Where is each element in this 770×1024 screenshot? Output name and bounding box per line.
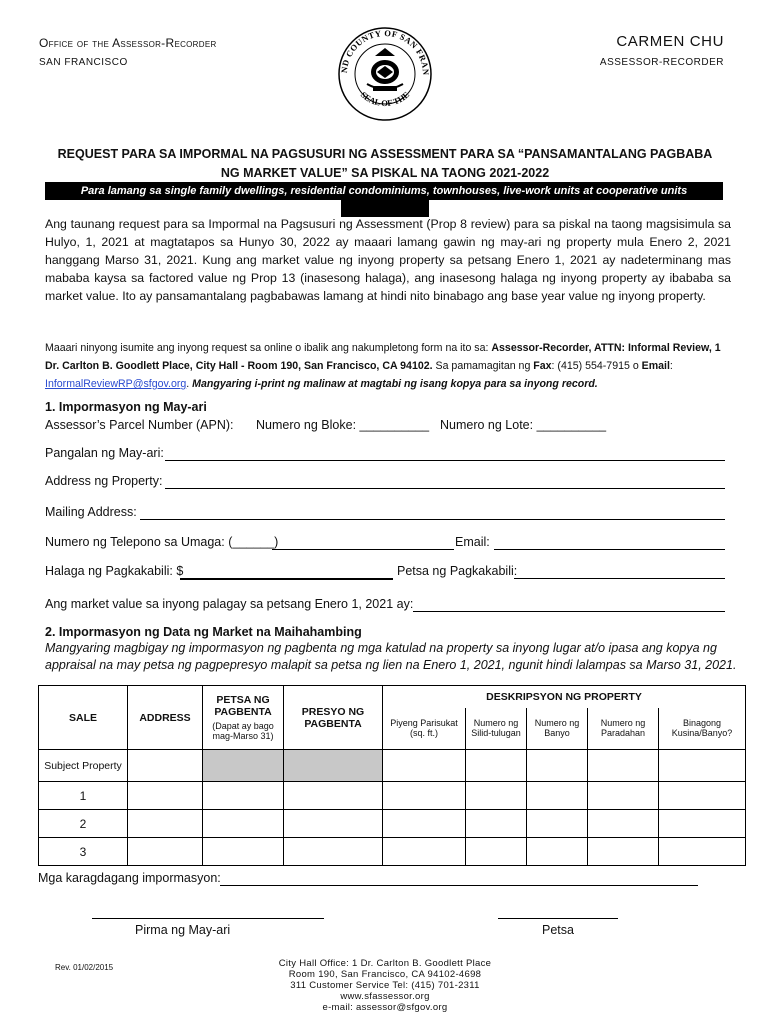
market-value-field[interactable]: [413, 611, 725, 612]
section2-instructions: Mangyaring magbigay ng impormasyon ng pagbenta ng mga katulad na property sa inyong lugar at/o ipasa ang kopya ng appraisal na may petsa ng pagpepresyo malapit sa petsa ng lien na Enero 1, 2021, ngunit hindi lalampas sa Marso 31, 2021.: [45, 641, 737, 672]
table-cell[interactable]: [383, 750, 466, 782]
footer-contact: [250, 958, 520, 1013]
table-cell[interactable]: [527, 750, 588, 782]
table-cell[interactable]: [527, 782, 588, 810]
market-value-label: Ang market value sa inyong palagay sa petsang Enero 1, 2021 ay:: [45, 597, 414, 611]
owner-signature-field[interactable]: [92, 918, 324, 919]
submit-text: .: [186, 378, 193, 390]
table-row: [39, 810, 746, 838]
table-cell[interactable]: [203, 838, 284, 866]
table-cell[interactable]: [128, 810, 203, 838]
table-cell[interactable]: [383, 782, 466, 810]
row-label: Subject Property: [39, 750, 128, 782]
owner-signature-label: Pirma ng May-ari: [135, 923, 231, 937]
col-sale-header: SALE: [39, 686, 128, 750]
email-label-field: Email:: [455, 535, 490, 549]
purchase-price-label: Halaga ng Pagkakabili: $: [45, 564, 184, 578]
signature-date-label: Petsa: [542, 923, 574, 937]
table-cell[interactable]: [284, 782, 383, 810]
submit-text: :: [669, 360, 673, 372]
office-name: Office of the Assessor-Recorder: [39, 36, 217, 50]
additional-info-label: Mga karagdagang impormasyon:: [38, 871, 221, 885]
print-note: Mangyaring i-print ng malinaw at magtabi ng isang kopya para sa inyong record.: [192, 378, 598, 390]
row-label: 3: [39, 838, 128, 866]
section2-heading: 2. Impormasyon ng Data ng Market na Maihahambing: [45, 625, 362, 639]
table-cell[interactable]: [659, 810, 746, 838]
mailing-address: Assessor-Recorder, ATTN: Informal Review, 1 Dr. Carlton B. Goodlett Place, City Hall - Room 190, San Francisco, CA 94102.: [45, 342, 721, 372]
svg-text:SEAL OF THE: SEAL OF THE: [358, 89, 412, 109]
table-row: [39, 838, 746, 866]
property-address-field[interactable]: [165, 488, 725, 489]
table-cell[interactable]: [588, 782, 659, 810]
col-address-header: ADDRESS: [128, 686, 203, 750]
col-bathrooms-header: Numero ng Banyo: [527, 708, 588, 750]
submit-text: Maaari ninyong isumite ang inyong request sa online o ibalik ang nakumpletong form na ito sa:: [45, 342, 492, 354]
table-cell[interactable]: [466, 750, 527, 782]
section1-heading: 1. Impormasyon ng May-ari: [45, 400, 207, 414]
svg-text:CITY AND COUNTY OF SAN FRANCIS: ND COUNTY OF SAN FRAN: [338, 27, 432, 76]
office-city: SAN FRANCISCO: [39, 57, 128, 68]
col-parking-header: Numero ng Paradahan: [588, 708, 659, 750]
col-area-header: Piyeng Parisukat (sq. ft.): [383, 708, 466, 750]
purchase-date-label: Petsa ng Pagkakabili:: [397, 564, 518, 578]
row-label: 1: [39, 782, 128, 810]
table-cell[interactable]: [466, 782, 527, 810]
table-cell[interactable]: [588, 750, 659, 782]
signature-date-field[interactable]: [498, 918, 618, 919]
table-cell-shaded: [203, 750, 284, 782]
table-cell[interactable]: [466, 810, 527, 838]
table-cell[interactable]: [128, 838, 203, 866]
table-cell-shaded: [284, 750, 383, 782]
table-row: [39, 750, 746, 782]
table-cell[interactable]: [527, 810, 588, 838]
table-cell[interactable]: [128, 750, 203, 782]
fax-label: Fax: [533, 360, 552, 372]
phone-field[interactable]: [272, 549, 454, 550]
submit-text: Sa pamamagitan ng: [432, 360, 534, 372]
row-label: 2: [39, 810, 128, 838]
table-cell[interactable]: [284, 838, 383, 866]
col-description-header: DESKRIPSYON NG PROPERTY: [383, 686, 746, 708]
col-bedrooms-header: Numero ng Silid-tulugan: [466, 708, 527, 750]
block-number-field[interactable]: Numero ng Bloke: __________: [256, 418, 430, 432]
email-link[interactable]: InformalReviewRP@sfgov.org: [45, 378, 187, 390]
table-cell[interactable]: [588, 810, 659, 838]
submission-instructions: [45, 339, 737, 393]
table-row: [39, 782, 746, 810]
table-cell[interactable]: [128, 782, 203, 810]
additional-info-field[interactable]: [220, 885, 698, 886]
footer-line: 311 Customer Service Tel: (415) 701-2311: [290, 980, 480, 991]
fax-number: : (415) 554-7915 o: [551, 360, 642, 372]
city-seal: [337, 22, 433, 126]
comparable-sales-table: [38, 685, 746, 866]
lot-number-field[interactable]: Numero ng Lote: __________: [440, 418, 607, 432]
table-cell[interactable]: [659, 838, 746, 866]
col-date-label: PETSA NG PAGBENTA: [214, 694, 272, 718]
mailing-address-field[interactable]: [140, 519, 725, 520]
eligibility-banner: Para lamang sa single family dwellings, residential condominiums, townhouses, live-work units at cooperative units: [45, 182, 723, 200]
form-title: [40, 145, 730, 183]
apn-label: Assessor’s Parcel Number (APN):: [45, 418, 234, 432]
email-field[interactable]: [494, 549, 725, 550]
revision-date: Rev. 01/02/2015: [55, 963, 114, 972]
mailing-address-label: Mailing Address:: [45, 505, 137, 519]
table-cell[interactable]: [203, 810, 284, 838]
table-cell[interactable]: [659, 782, 746, 810]
assessor-title: ASSESSOR-RECORDER: [599, 57, 724, 68]
table-cell[interactable]: [383, 810, 466, 838]
email-label: Email: [641, 360, 670, 372]
table-cell[interactable]: [466, 838, 527, 866]
table-cell[interactable]: [659, 750, 746, 782]
purchase-date-field[interactable]: [514, 578, 725, 579]
owner-name-field[interactable]: [165, 460, 725, 461]
table-cell[interactable]: [383, 838, 466, 866]
table-cell[interactable]: [284, 810, 383, 838]
phone-label: Numero ng Telepono sa Umaga: (______): [45, 535, 279, 549]
footer-email[interactable]: e-mail: assessor@sfgov.org: [322, 1002, 448, 1013]
assessor-name: CARMEN CHU: [616, 33, 724, 50]
footer-website[interactable]: www.sfassessor.org: [340, 991, 430, 1002]
owner-name-label: Pangalan ng May-ari:: [45, 446, 164, 460]
form-title-line1: REQUEST PARA SA IMPORMAL NA PAGSUSURI NG ASSESSMENT PARA SA “PANSAMANTALANG PAGBABA: [57, 147, 713, 161]
col-kitchen-header: Binagong Kusina/Banyo?: [659, 708, 746, 750]
form-title-line2: NG MARKET VALUE” SA PISKAL NA TAONG 2021-2022: [220, 166, 550, 180]
footer-line: City Hall Office: 1 Dr. Carlton B. Goodlett Place: [278, 958, 492, 969]
table-cell[interactable]: [527, 838, 588, 866]
purchase-price-field[interactable]: [180, 578, 393, 580]
table-cell[interactable]: [203, 782, 284, 810]
intro-paragraph: Ang taunang request para sa Impormal na Pagsusuri ng Assessment (Prop 8 review) para sa piskal na taong magsisimula sa Hulyo, 1, 2021 at magtatapos sa Hunyo 30, 2022 ay maaari lamang gawin ng may-ari ng property mula Enero 2, 2021 hanggang Marso 31, 2021. Kung ang market value ng inyong property sa petsang Enero 1, 2021 ay nadeterminang mas mababa kaysa sa factored value ng Prop 13 (inasesong halaga), ang inasesong halaga ng inyong property ay ibababa sa market value. Ito ay pansamantalang pagbabawas lamang at hindi nito binabago ang base year value ng inyong property.: [45, 217, 731, 303]
table-cell[interactable]: [588, 838, 659, 866]
col-price-header: PRESYO NG PAGBENTA: [284, 686, 383, 750]
col-date-note: (Dapat ay bago mag-Marso 31): [212, 721, 274, 741]
property-address-label: Address ng Property:: [45, 474, 163, 488]
col-date-header: [203, 686, 284, 750]
footer-line: Room 190, San Francisco, CA 94102-4698: [288, 969, 482, 980]
